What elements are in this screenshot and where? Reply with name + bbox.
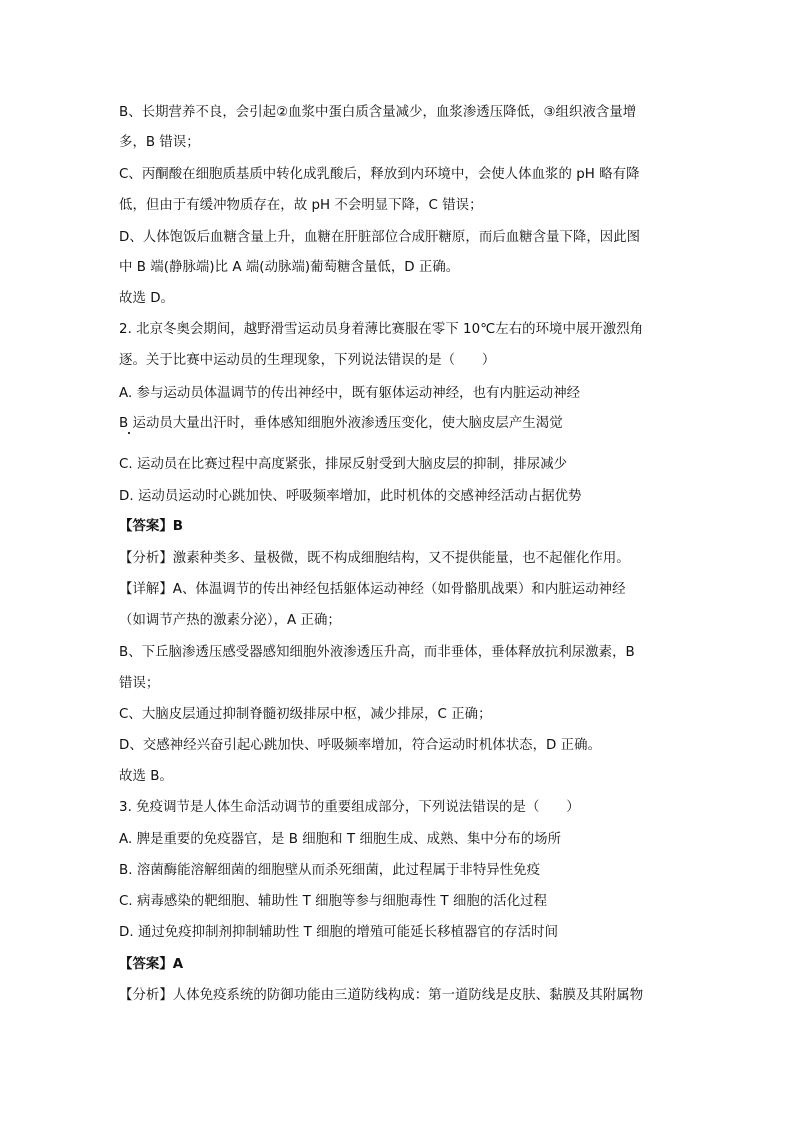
option-b: B 运动员大量出汗时，垂体感知细胞外液渗透压变化，使大脑皮层产生渴觉 (119, 416, 563, 431)
text-line: B、长期营养不良，会引起②血浆中蛋白质含量减少，血浆渗透压降低，③组织液含量增 (119, 105, 637, 120)
text-line: 错误； (119, 676, 160, 691)
text-line: D、人体饱饭后血糖含量上升，血糖在肝脏部位合成肝糖原，而后血糖含量下降，因此图 (119, 230, 641, 245)
option-a: A. 参与运动员体温调节的传出神经中，既有躯体运动神经，也有内脏运动神经 (119, 386, 581, 401)
text-line: 多，B 错误； (119, 135, 200, 150)
text-line: 低，但由于有缓冲物质存在，故 pH 不会明显下降，C 错误； (119, 198, 483, 213)
question-2-stem: 2. 北京冬奥会期间，越野滑雪运动员身着薄比赛服在零下 10℃左右的环境中展开激烈角 (119, 322, 644, 337)
question-2-stem: 逐。关于比赛中运动员的生理现象，下列说法错误的是（ ） (119, 353, 496, 368)
option-c: C. 运动员在比赛过程中高度紧张，排尿反射受到大脑皮层的抑制，排尿减少 (119, 457, 568, 472)
analysis-text: 【分析】人体免疫系统的防御功能由三道防线构成：第一道防线是皮肤、黏膜及其附属物 (119, 988, 644, 1003)
text-line: 故选 D。 (119, 291, 174, 306)
option-d: D. 通过免疫抑制剂抑制辅助性 T 细胞的增殖可能延长移植器官的存活时间 (119, 925, 559, 940)
option-c: C. 病毒感染的靶细胞、辅助性 T 细胞等参与细胞毒性 T 细胞的活化过程 (119, 894, 548, 909)
text-line: 中 B 端(静脉端)比 A 端(动脉端)葡萄糖含量低，D 正确。 (119, 260, 460, 275)
text-line: B、下丘脑渗透压感受器感知细胞外液渗透压升高，而非垂体，垂体释放抗利尿激素，B (119, 645, 635, 660)
text-line: C、丙酮酸在细胞质基质中转化成乳酸后，释放到内环境中，会使人体血浆的 pH 略有降 (119, 167, 640, 182)
text-line: （如调节产热的激素分泌），A 正确； (119, 613, 341, 628)
option-d: D. 运动员运动时心跳加快、呼吸频率增加，此时机体的交感神经活动占据优势 (119, 489, 582, 504)
answer-label: 【答案】B (119, 519, 184, 534)
detail-text: 【详解】A、体温调节的传出神经包括躯体运动神经（如骨骼肌战栗）和内脏运动神经 (119, 582, 626, 597)
answer-label: 【答案】A (119, 957, 184, 972)
option-b: B. 溶菌酶能溶解细菌的细胞壁从而杀死细菌，此过程属于非特异性免疫 (119, 863, 541, 878)
question-3-stem: 3. 免疫调节是人体生命活动调节的重要组成部分，下列说法错误的是（ ） (119, 800, 580, 815)
text-line: 故选 B。 (119, 769, 173, 784)
stray-dot (128, 432, 130, 434)
text-line: C、大脑皮层通过抑制脊髓初级排尿中枢，减少排尿，C 正确； (119, 707, 492, 722)
text-line: D、交感神经兴奋引起心跳加快、呼吸频率增加，符合运动时机体状态，D 正确。 (119, 738, 602, 753)
option-a: A. 脾是重要的免疫器官，是 B 细胞和 T 细胞生成、成熟、集中分布的场所 (119, 832, 562, 847)
analysis-text: 【分析】激素种类多、量极微，既不构成细胞结构，又不提供能量，也不起催化作用。 (119, 551, 630, 566)
